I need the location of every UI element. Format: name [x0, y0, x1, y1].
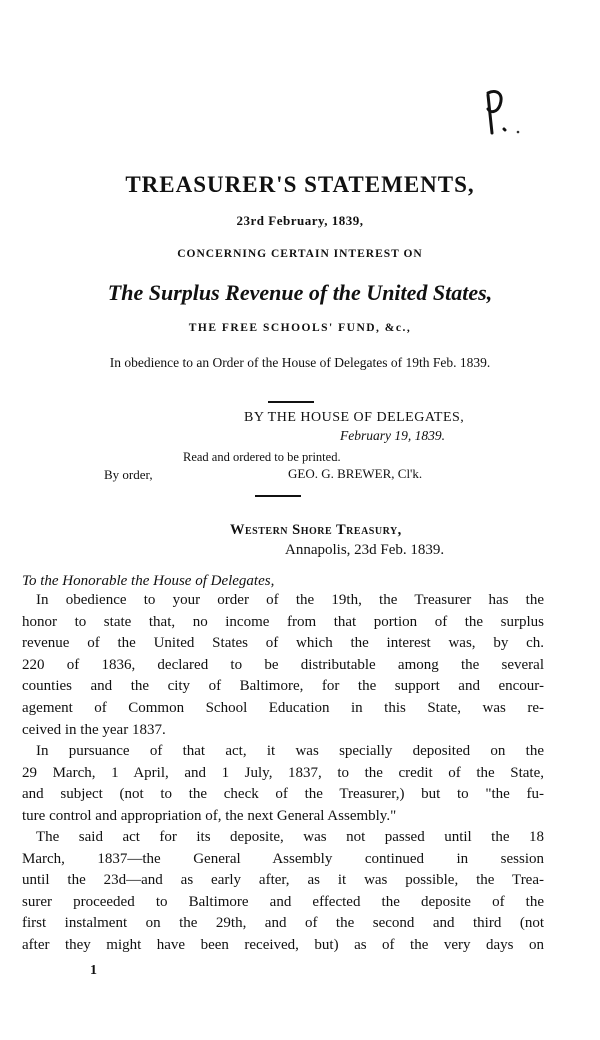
- text-line: ceived in the year 1837.: [22, 721, 166, 738]
- text-line: and subject (not to the check of the Treasurer,) but to "the fu-: [22, 786, 544, 803]
- document-date: 23rd February, 1839,: [236, 213, 364, 228]
- text-line: agement of Common School Education in this State, was re-: [22, 699, 544, 716]
- divider-rule: [255, 495, 301, 497]
- text-line: revenue of the United States of which the interest was, by ch.: [22, 635, 544, 652]
- text-line: 220 of 1836, declared to be distributable among the several: [22, 656, 544, 673]
- paragraph-1: [22, 590, 544, 741]
- text-line: after they might have been received, but) as of the very days on: [22, 936, 544, 953]
- text-line: until the 23d—and as early after, as it was possible, the Trea-: [22, 872, 544, 889]
- document-title: TREASURER'S STATEMENTS,: [125, 172, 475, 197]
- text-line: counties and the city of Baltimore, for the support and encour-: [22, 678, 544, 695]
- by-house-line: BY THE HOUSE OF DELEGATES,: [244, 410, 465, 425]
- fund-line: THE FREE SCHOOLS' FUND, &c.,: [188, 322, 412, 334]
- text-line: first instalment on the 29th, and of the second and third (not: [22, 915, 544, 932]
- salutation: To the Honorable the House of Delegates,: [22, 573, 275, 589]
- house-date: February 19, 1839.: [340, 428, 445, 443]
- text-line: In obedience to your order of the 19th, the Treasurer has the: [36, 592, 544, 608]
- treasury-heading: Western Shore Treasury,: [230, 522, 402, 538]
- paragraph-2: [22, 741, 544, 827]
- divider-rule: [268, 401, 314, 403]
- concerning-line: CONCERNING CERTAIN INTEREST ON: [177, 248, 423, 260]
- text-line: March, 1837—the General Assembly continued in session: [22, 850, 544, 867]
- handwritten-mark: [470, 85, 530, 145]
- place-date: Annapolis, 23d Feb. 1839.: [285, 542, 445, 558]
- subject-heading: The Surplus Revenue of the United States,: [107, 280, 493, 305]
- order-note: In obedience to an Order of the House of Delegates of 19th Feb. 1839.: [109, 355, 491, 370]
- text-line: In pursuance of that act, it was specially deposited on the: [36, 743, 544, 759]
- text-line: 29 March, 1 April, and 1 July, 1837, to the credit of the State,: [22, 764, 544, 781]
- read-ordered-line: Read and ordered to be printed.: [183, 450, 341, 464]
- text-line: ture control and appropriation of, the next General Assembly.": [22, 807, 397, 824]
- paragraph-3: [22, 827, 544, 957]
- text-line: honor to state that, no income from that portion of the surplus: [22, 613, 544, 630]
- text-line: The said act for its deposite, was not passed until the 18: [36, 829, 544, 845]
- text-line: surer proceeded to Baltimore and effected the deposite of the: [22, 893, 544, 910]
- clerk-signature: GEO. G. BREWER, Cl'k.: [288, 466, 423, 481]
- by-order-label: By order,: [104, 467, 153, 482]
- page-number: 1: [90, 963, 97, 978]
